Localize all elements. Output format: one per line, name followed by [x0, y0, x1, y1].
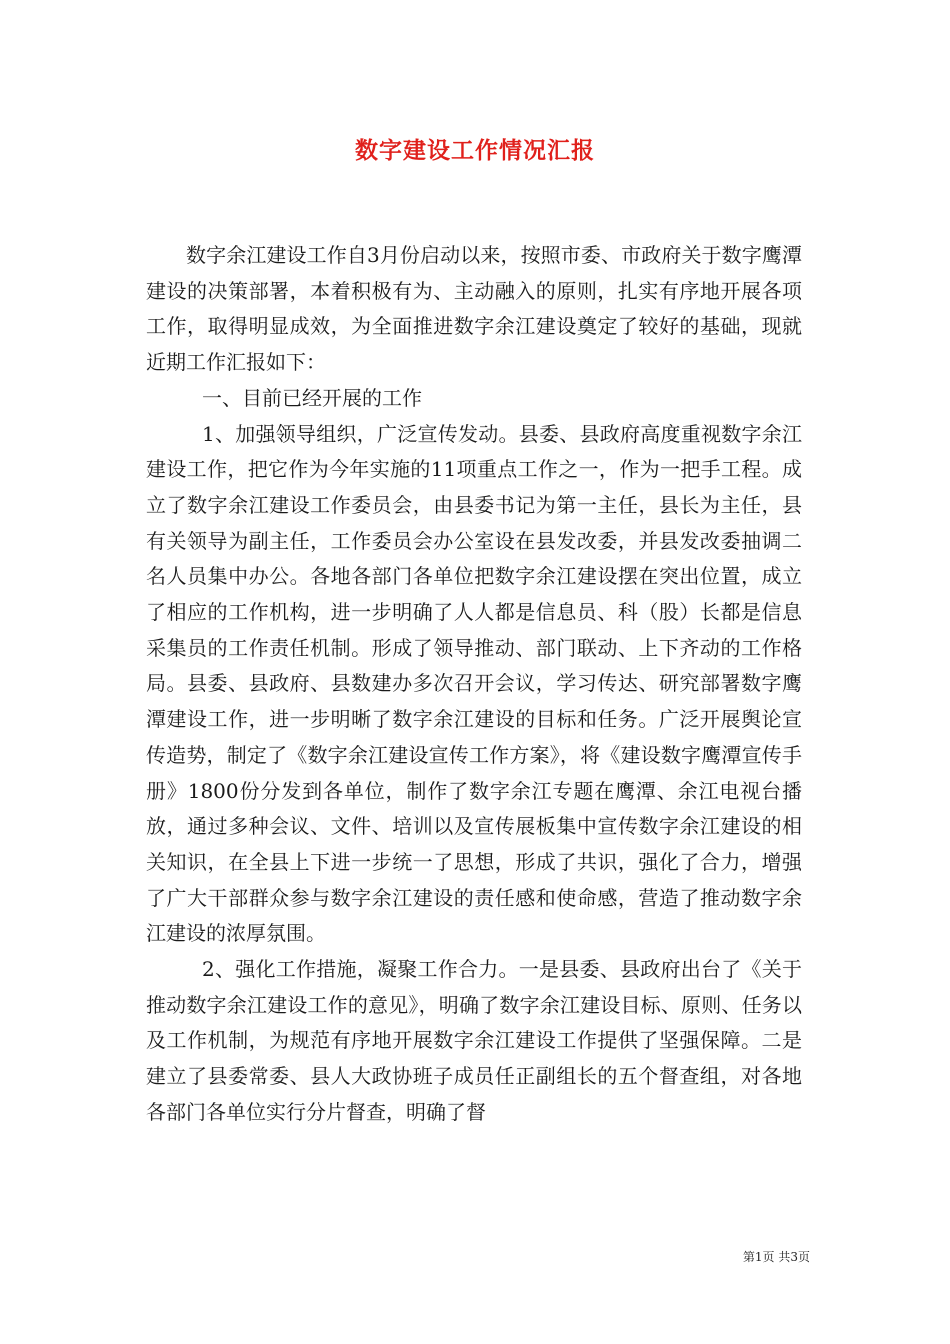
body-paragraph-2: 2、强化工作措施，凝聚工作合力。一是县委、县政府出台了《关于推动数字余江建设工作的意见》，明确了数字余江建设目标、原则、任务以及工作机制，为规范有序地开展数字余江建设工作提供了坚强保障。二是建立了县委常委、县人大政协班子成员任正副组长的五个督查组，对各地各部门各单位实行分片督查，明确了督: [146, 957, 802, 1124]
document-body: [146, 238, 802, 1131]
intro-paragraph: 数字余江建设工作自3月份启动以来，按照市委、市政府关于数字鹰潭建设的决策部署，本着积极有为、主动融入的原则，扎实有序地开展各项工作，取得明显成效，为全面推进数字余江建设奠定了较好的基础，现就近期工作汇报如下：: [146, 243, 802, 375]
page-number-footer: 第1页 共3页: [742, 1250, 810, 1264]
section-heading: 一、目前已经开展的工作: [202, 385, 422, 410]
document-title: 数字建设工作情况汇报: [355, 137, 595, 164]
body-paragraph-1: 1、加强领导组织，广泛宣传发动。县委、县政府高度重视数字余江建设工作，把它作为今年实施的11项重点工作之一，作为一把手工程。成立了数字余江建设工作委员会，由县委书记为第一主任，县长为主任，县有关领导为副主任，工作委员会办公室设在县发改委，并县发改委抽调二名人员集中办公。各地各部门各单位把数字余江建设摆在突出位置，成立了相应的工作机构，进一步明确了人人都是信息员、科（股）长都是信息采集员的工作责任机制。形成了领导推动、部门联动、上下齐动的工作格局。县委、县政府、县数建办多次召开会议，学习传达、研究部署数字鹰潭建设工作，进一步明晰了数字余江建设的目标和任务。广泛开展舆论宣传造势，制定了《数字余江建设宣传工作方案》，将《建设数字鹰潭宣传手册》1800份分发到各单位，制作了数字余江专题在鹰潭、余江电视台播放，通过多种会议、文件、培训以及宣传展板集中宣传数字余江建设的相关知识，在全县上下进一步统一了思想，形成了共识，强化了合力，增强了广大干部群众参与数字余江建设的责任感和使命感，营造了推动数字余江建设的浓厚氛围。: [146, 421, 802, 946]
